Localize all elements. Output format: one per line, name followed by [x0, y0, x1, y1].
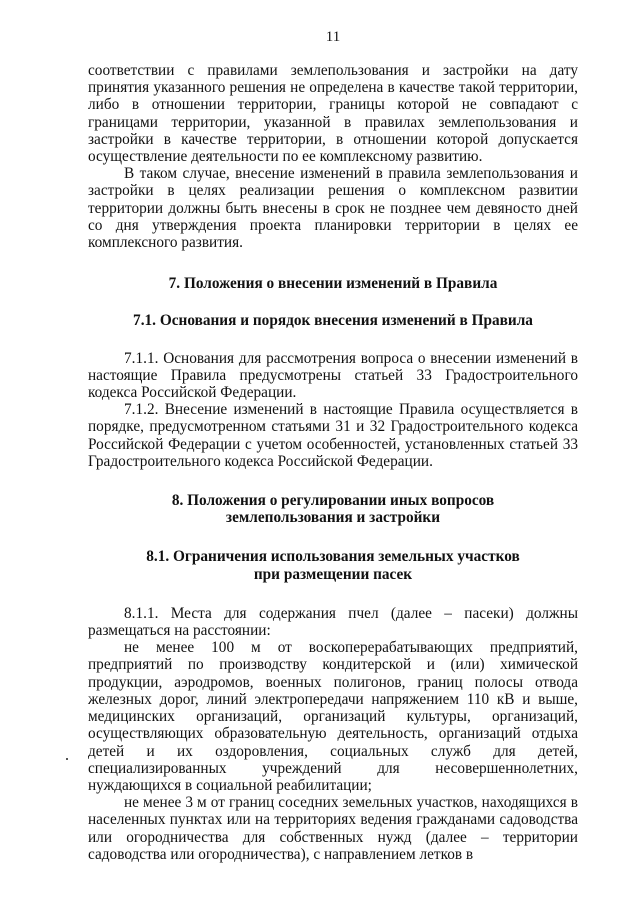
section-7-heading: 7. Положения о внесении изменений в Правила: [168, 275, 498, 293]
paragraph-amendment-deadline: В таком случае, внесение изменений в правила землепользования и застройки в целях реализации решения о комплексном развитии территории должны быть внесены в срок не позднее чем девяносто дней со дня утверждения проекта планировки территории в целях ее комплексного развития.: [88, 165, 578, 252]
section-8-1-heading-line2: при размещении пасек: [253, 565, 413, 583]
paragraph-distance-100m: не менее 100 м от воскоперерабатывающих предприятий, предприятий по производству кондитерской и (или) химической продукции, аэродромов, военных полигонов, границ полосы отвода железных дорог, линий электропередачи напряжением 110 кВ и выше, медицинских организаций, организаций культуры, организаций, осуществляющих образовательную деятельность, организаций отдыха детей и их оздоровления, социальных служб для детей, специализированных учреждений для несовершеннолетних, нуждающихся в социальной реабилитации;: [88, 639, 578, 794]
page-number: 11: [325, 29, 341, 45]
document-page: [88, 28, 578, 863]
scan-speck: [66, 758, 68, 760]
paragraph-7-1-2: 7.1.2. Внесение изменений в настоящие Правила осуществляется в порядке, предусмотренном статьями 31 и 32 Градостроительного кодекса Российской Федерации с учетом особенностей, установленных статьей 33 Градостроительного кодекса Российской Федерации.: [88, 401, 578, 470]
paragraph-distance-3m: не менее 3 м от границ соседних земельных участков, находящихся в населенных пунктах или на территориях ведения гражданами садоводства или огородничества для собственных нужд (далее – территории садоводства или огородничества), с направлением летков в: [88, 794, 578, 863]
section-8-heading-line1: 8. Положения о регулировании иных вопросов: [171, 492, 495, 510]
paragraph-8-1-1: 8.1.1. Места для содержания пчел (далее – пасеки) должны размещаться на расстоянии:: [88, 604, 578, 640]
section-8-heading-line2: землепользования и застройки: [225, 509, 441, 527]
paragraph-continuation: соответствии с правилами землепользования и застройки на дату принятия указанного решения не определена в качестве такой территории, либо в отношении территории, границы которой не совпадают с границами территории, указанной в правилах землепользования и застройки в качестве территории, в отношении которой допускается осуществление деятельности по ее комплексному развитию.: [88, 62, 578, 166]
section-8-heading: [88, 492, 578, 526]
section-8-1-heading-line1: 8.1. Ограничения использования земельных участков: [146, 548, 520, 566]
section-8-1-heading: [88, 548, 578, 582]
paragraph-7-1-1: 7.1.1. Основания для рассмотрения вопроса о внесении изменений в настоящие Правила предусмотрены статьей 33 Градостроительного кодекса Российской Федерации.: [88, 349, 578, 402]
section-7-1-heading: 7.1. Основания и порядок внесения изменений в Правила: [133, 312, 533, 330]
